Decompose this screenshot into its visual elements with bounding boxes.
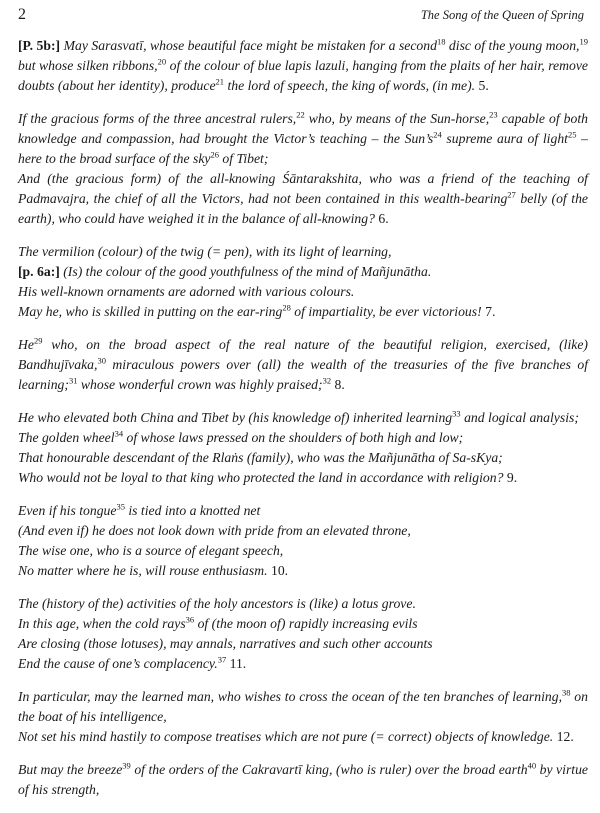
footnote-marker: 25 (567, 129, 577, 140)
verse-number: 7. (481, 304, 496, 319)
verse-line (18, 541, 588, 561)
footnote-marker: 34 (114, 428, 124, 439)
text-segment: – here to the broad surface of the sky (18, 131, 588, 166)
verse-number: 5. (475, 78, 489, 93)
verse-line (18, 614, 588, 634)
verse-paragraph (18, 242, 588, 322)
text-segment: The golden wheel (18, 430, 115, 445)
text-segment: But may the breeze (18, 762, 123, 777)
text-segment: In particular, may the learned man, who wishes to cross the ocean of the ten branches of learning, (18, 689, 563, 704)
text-segment: That honourable descendant of the Rlaṅs (family), who was the Mañjunātha of Sa-sKya; (18, 450, 503, 465)
text-segment: If the gracious forms of the three ancestral rulers, (18, 111, 297, 126)
verse-number: 6. (374, 211, 389, 226)
verse-line (18, 687, 588, 727)
page-number: 2 (18, 6, 26, 23)
footnote-marker: 36 (185, 614, 195, 625)
footnote-marker: 35 (116, 501, 125, 512)
folio-reference: [p. 6a:] (18, 264, 60, 279)
text-segment: by virtue of his strength, (18, 762, 588, 797)
footnote-marker: 31 (68, 375, 78, 386)
footnote-marker: 19 (579, 36, 588, 47)
text-segment: He who elevated both China and Tibet by (his knowledge of) inherited learning (18, 410, 453, 425)
text-segment: and logical analysis; (460, 410, 579, 425)
verse-line (18, 242, 588, 262)
text-segment: of whose laws pressed on the shoulders of both high and low; (123, 430, 464, 445)
verse-number: 8. (331, 377, 345, 392)
running-title: The Song of the Queen of Spring (420, 8, 584, 22)
text-segment: No matter where he is, will rouse enthusiasm. (18, 563, 268, 578)
footnote-marker: 40 (527, 760, 537, 771)
verse-number: 9. (503, 470, 518, 485)
verse-line (18, 634, 588, 654)
text-segment: End the cause of one’s complacency. (18, 656, 218, 671)
folio-reference: [P. 5b:] (18, 38, 61, 53)
text-segment: Who would not be loyal to that king who protected the land in accordance with religion? (18, 470, 504, 485)
footnote-marker: 18 (436, 36, 446, 47)
verse-line (18, 36, 588, 96)
footnote-marker: 27 (507, 189, 516, 200)
footnote-marker: 24 (433, 129, 442, 140)
verse-paragraph (18, 335, 588, 395)
text-segment: His well-known ornaments are adorned with various colours. (18, 284, 355, 299)
text-segment: The vermilion (colour) of the twig (= pen), with its light of learning, (18, 244, 392, 259)
text-segment: (Is) the colour of the good youthfulness of the mind of Mañjunātha. (59, 264, 432, 279)
text-segment: (And even if) he does not look down with pride from an elevated throne, (18, 523, 411, 538)
text-segment: And (the gracious form) of the all-knowing Śāntarakshita, who was a friend of the teaching of Padmavajra, the chief of all the Victors, had not been contained in this wealth-bearing (18, 171, 588, 206)
text-segment: Even if his tongue (18, 503, 117, 518)
text-segment: He (18, 337, 34, 352)
text-segment: The (history of the) activities of the holy ancestors is (like) a lotus grove. (18, 596, 416, 611)
verse-paragraph (18, 501, 588, 581)
verse-line (18, 468, 588, 488)
verse-number: 11. (226, 656, 247, 671)
verse-paragraph (18, 36, 588, 96)
verse-paragraph (18, 408, 588, 488)
footnote-marker: 20 (157, 56, 167, 67)
page-header (18, 6, 584, 30)
footnote-marker: 21 (215, 76, 225, 87)
text-segment: on the boat of his intelligence, (18, 689, 588, 724)
text-segment: whose wonderful crown was highly praised; (77, 377, 323, 392)
verse-line (18, 169, 588, 229)
verse-line (18, 428, 588, 448)
footnote-marker: 32 (322, 375, 332, 386)
footnote-marker: 22 (296, 109, 305, 120)
verse-line (18, 448, 588, 468)
text-segment: of Tibet; (218, 151, 269, 166)
text-segment: Are closing (those lotuses), may annals, narratives and such other accounts (18, 636, 433, 651)
text-segment: of the colour of blue lapis lazuli, hanging from the plaits of her hair, remove doubts (about her identity), produce (18, 58, 589, 93)
text-segment: of impartiality, be ever victorious! (290, 304, 482, 319)
verse-line (18, 594, 588, 614)
footnote-marker: 29 (33, 335, 43, 346)
verse-number: 12. (553, 729, 574, 744)
footnote-marker: 39 (122, 760, 131, 771)
verse-paragraph (18, 594, 588, 674)
text-segment: The wise one, who is a source of elegant speech, (18, 543, 284, 558)
text-segment: who, on the broad aspect of the real nature of the beautiful religion, exercised, (like) Bandhujīvaka, (18, 337, 588, 372)
verse-line (18, 501, 588, 521)
verse-line (18, 727, 588, 747)
text-segment: miraculous powers over (all) the wealth of the treasuries of the five branches of learning; (18, 357, 588, 392)
text-segment: of (the moon of) rapidly increasing evils (194, 616, 418, 631)
footnote-marker: 33 (452, 408, 461, 419)
verse-line (18, 262, 588, 282)
document-body (18, 36, 588, 813)
verse-line (18, 654, 588, 674)
footnote-marker: 23 (489, 109, 498, 120)
verse-line (18, 109, 588, 169)
text-segment: of the orders of the Cakravartī king, (who is ruler) over the broad earth (130, 762, 528, 777)
text-segment: disc of the young moon, (445, 38, 580, 53)
footnote-marker: 30 (97, 355, 106, 366)
footnote-marker: 38 (562, 687, 571, 698)
text-segment: who, by means of the Sun-horse, (304, 111, 490, 126)
text-segment: but whose silken ribbons, (18, 58, 158, 73)
text-segment: Not set his mind hastily to compose treatises which are not pure (= correct) objects of knowledge. (18, 729, 554, 744)
text-segment: belly (of the earth), who could have weighed it in the balance of all-knowing? (18, 191, 588, 226)
footnote-marker: 26 (210, 149, 219, 160)
verse-line (18, 760, 588, 800)
footnote-marker: 28 (282, 302, 291, 313)
verse-line (18, 335, 588, 395)
text-segment: May Sarasvatī, whose beautiful face might be mistaken for a second (60, 38, 437, 53)
verse-line (18, 521, 588, 541)
verse-line (18, 561, 588, 581)
text-segment: supreme aura of light (441, 131, 568, 146)
verse-paragraph (18, 760, 588, 800)
text-segment: is tied into a knotted net (124, 503, 261, 518)
verse-number: 10. (267, 563, 289, 578)
text-segment: capable of both knowledge and compassion, had brought the Victor’s teaching – the Sun’s (18, 111, 588, 146)
text-segment: In this age, when the cold rays (18, 616, 186, 631)
verse-paragraph (18, 109, 588, 229)
footnote-marker: 37 (217, 654, 227, 665)
text-segment: the lord of speech, the king of words, (in me). (224, 78, 476, 93)
verse-paragraph (18, 687, 588, 747)
verse-line (18, 408, 588, 428)
verse-line (18, 302, 588, 322)
text-segment: May he, who is skilled in putting on the ear-ring (18, 304, 283, 319)
verse-line (18, 282, 588, 302)
